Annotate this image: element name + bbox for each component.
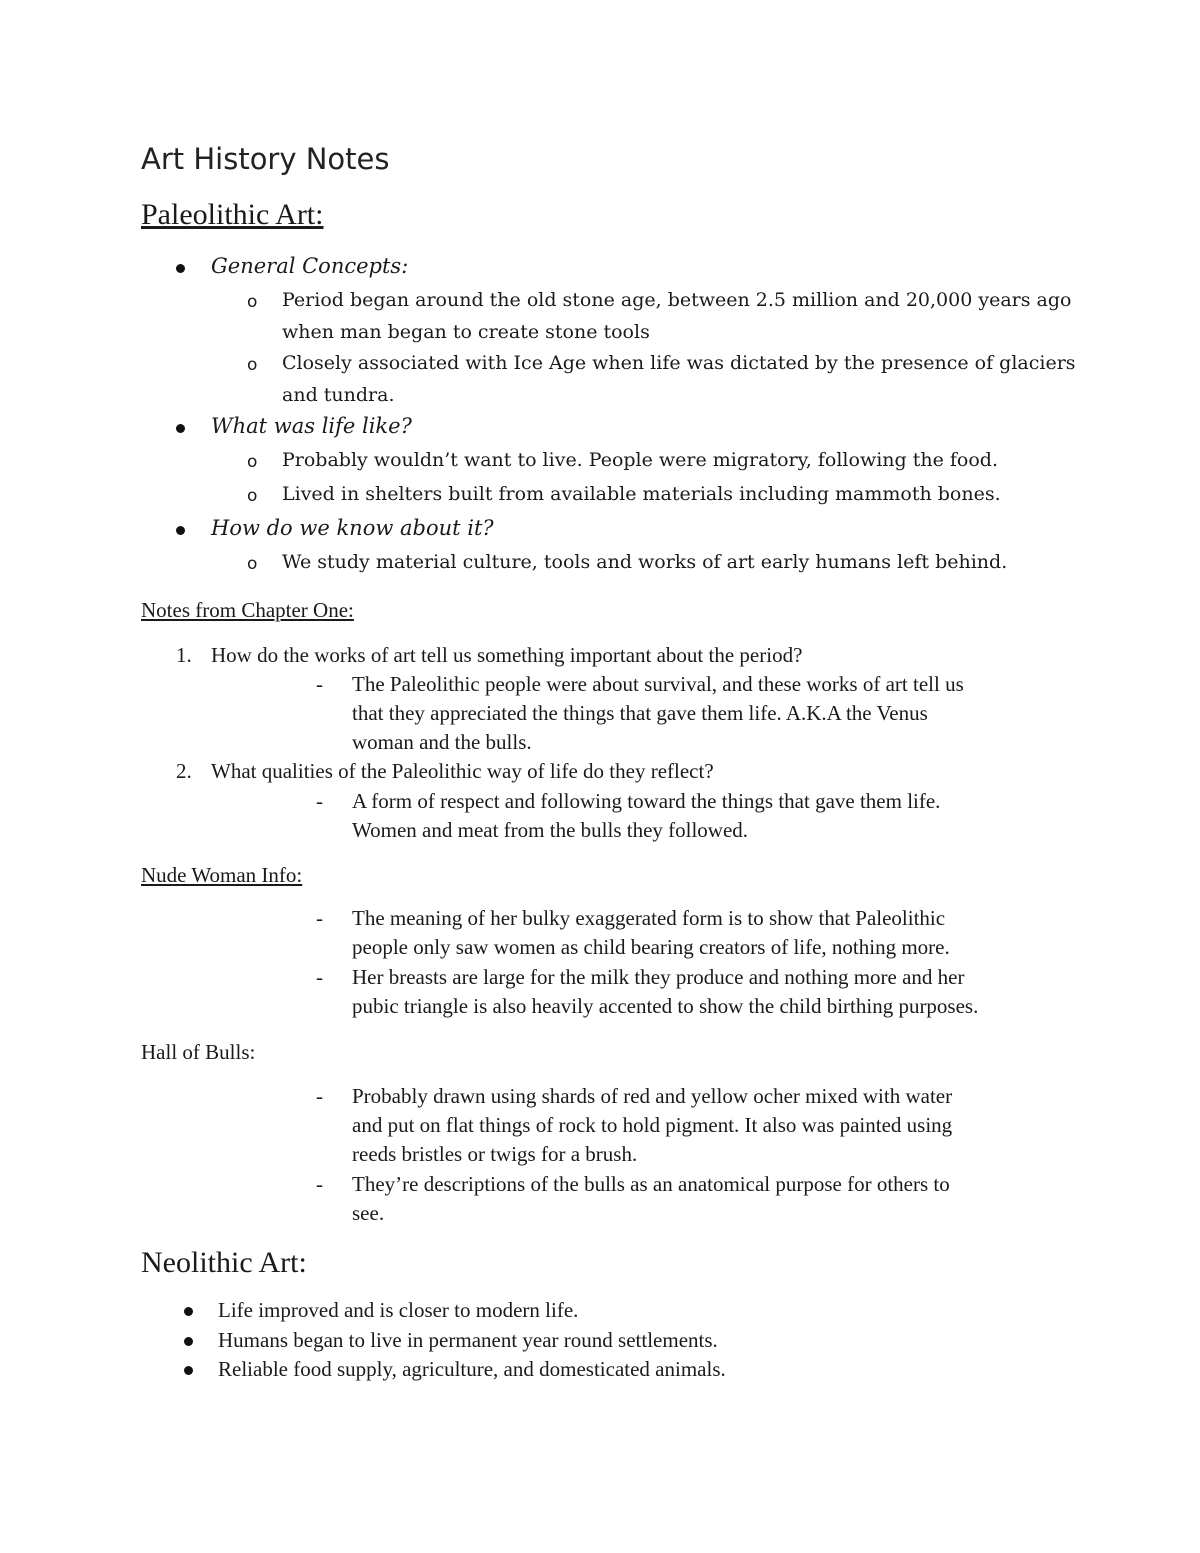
- list-item-line: They’re descriptions of the bulls as an anatomical purpose for others to: [352, 1172, 950, 1196]
- list-item-line: Probably wouldn’t want to live. People were migratory, following the food.: [282, 449, 998, 471]
- list-item-line: Period began around the old stone age, between 2.5 million and 20,000 years ago: [282, 289, 1072, 311]
- list-item-line: and tundra.: [282, 384, 395, 406]
- bullet-icon: [176, 526, 185, 535]
- dash-icon: -: [316, 1084, 323, 1108]
- list-item-line: and put on flat things of rock to hold pigment. It also was painted using: [352, 1113, 953, 1137]
- question-text: What qualities of the Paleolithic way of life do they reflect?: [211, 759, 714, 783]
- dash-icon: -: [316, 672, 323, 696]
- bullet-icon: [184, 1307, 193, 1316]
- bullet-icon: [184, 1366, 193, 1375]
- neolithic-heading: Neolithic Art:: [141, 1246, 307, 1279]
- question-number: 2.: [176, 759, 192, 783]
- sub-bullet-icon: o: [247, 554, 258, 574]
- section-label: General Concepts:: [211, 254, 409, 278]
- list-item-line: Lived in shelters built from available materials including mammoth bones.: [282, 483, 1001, 505]
- list-item-line: We study material culture, tools and works of art early humans left behind.: [282, 551, 1008, 573]
- dash-icon: -: [316, 906, 323, 930]
- answer-line: Women and meat from the bulls they followed.: [352, 818, 749, 842]
- list-item-line: The meaning of her bulky exaggerated form is to show that Paleolithic: [352, 906, 946, 930]
- list-item-line: reeds bristles or twigs for a brush.: [352, 1142, 638, 1166]
- sub-bullet-icon: o: [247, 292, 258, 312]
- bullet-icon: [176, 424, 185, 433]
- dash-icon: -: [316, 789, 323, 813]
- sub-bullet-icon: o: [247, 452, 258, 472]
- list-item: Humans began to live in permanent year round settlements.: [218, 1328, 718, 1352]
- section-label: How do we know about it?: [211, 516, 494, 540]
- section-label: What was life like?: [211, 414, 412, 438]
- nude-woman-heading: Nude Woman Info:: [141, 863, 303, 887]
- hall-of-bulls-heading: Hall of Bulls:: [141, 1040, 256, 1064]
- answer-line: woman and the bulls.: [352, 730, 532, 754]
- answer-line: that they appreciated the things that gave them life. A.K.A the Venus: [352, 701, 928, 725]
- dash-icon: -: [316, 1172, 323, 1196]
- sub-bullet-icon: o: [247, 355, 258, 375]
- sub-bullet-icon: o: [247, 486, 258, 506]
- list-item: Life improved and is closer to modern life.: [218, 1298, 579, 1322]
- list-item-line: Her breasts are large for the milk they produce and nothing more and her: [352, 965, 965, 989]
- list-item-line: pubic triangle is also heavily accented to show the child birthing purposes.: [352, 994, 979, 1018]
- answer-line: A form of respect and following toward the things that gave them life.: [352, 789, 941, 813]
- page-title: Art History Notes: [141, 142, 390, 176]
- chapter-one-heading: Notes from Chapter One:: [141, 598, 354, 622]
- list-item-line: people only saw women as child bearing creators of life, nothing more.: [352, 935, 950, 959]
- paleolithic-heading: Paleolithic Art:: [141, 198, 324, 231]
- list-item-line: Closely associated with Ice Age when life was dictated by the presence of glaciers: [282, 352, 1076, 374]
- list-item: Reliable food supply, agriculture, and domesticated animals.: [218, 1357, 726, 1381]
- dash-icon: -: [316, 965, 323, 989]
- list-item-line: see.: [352, 1201, 385, 1225]
- bullet-icon: [176, 264, 185, 273]
- question-text: How do the works of art tell us something important about the period?: [211, 643, 803, 667]
- answer-line: The Paleolithic people were about survival, and these works of art tell us: [352, 672, 964, 696]
- list-item-line: Probably drawn using shards of red and yellow ocher mixed with water: [352, 1084, 953, 1108]
- question-number: 1.: [176, 643, 192, 667]
- list-item-line: when man began to create stone tools: [282, 321, 650, 343]
- bullet-icon: [184, 1337, 193, 1346]
